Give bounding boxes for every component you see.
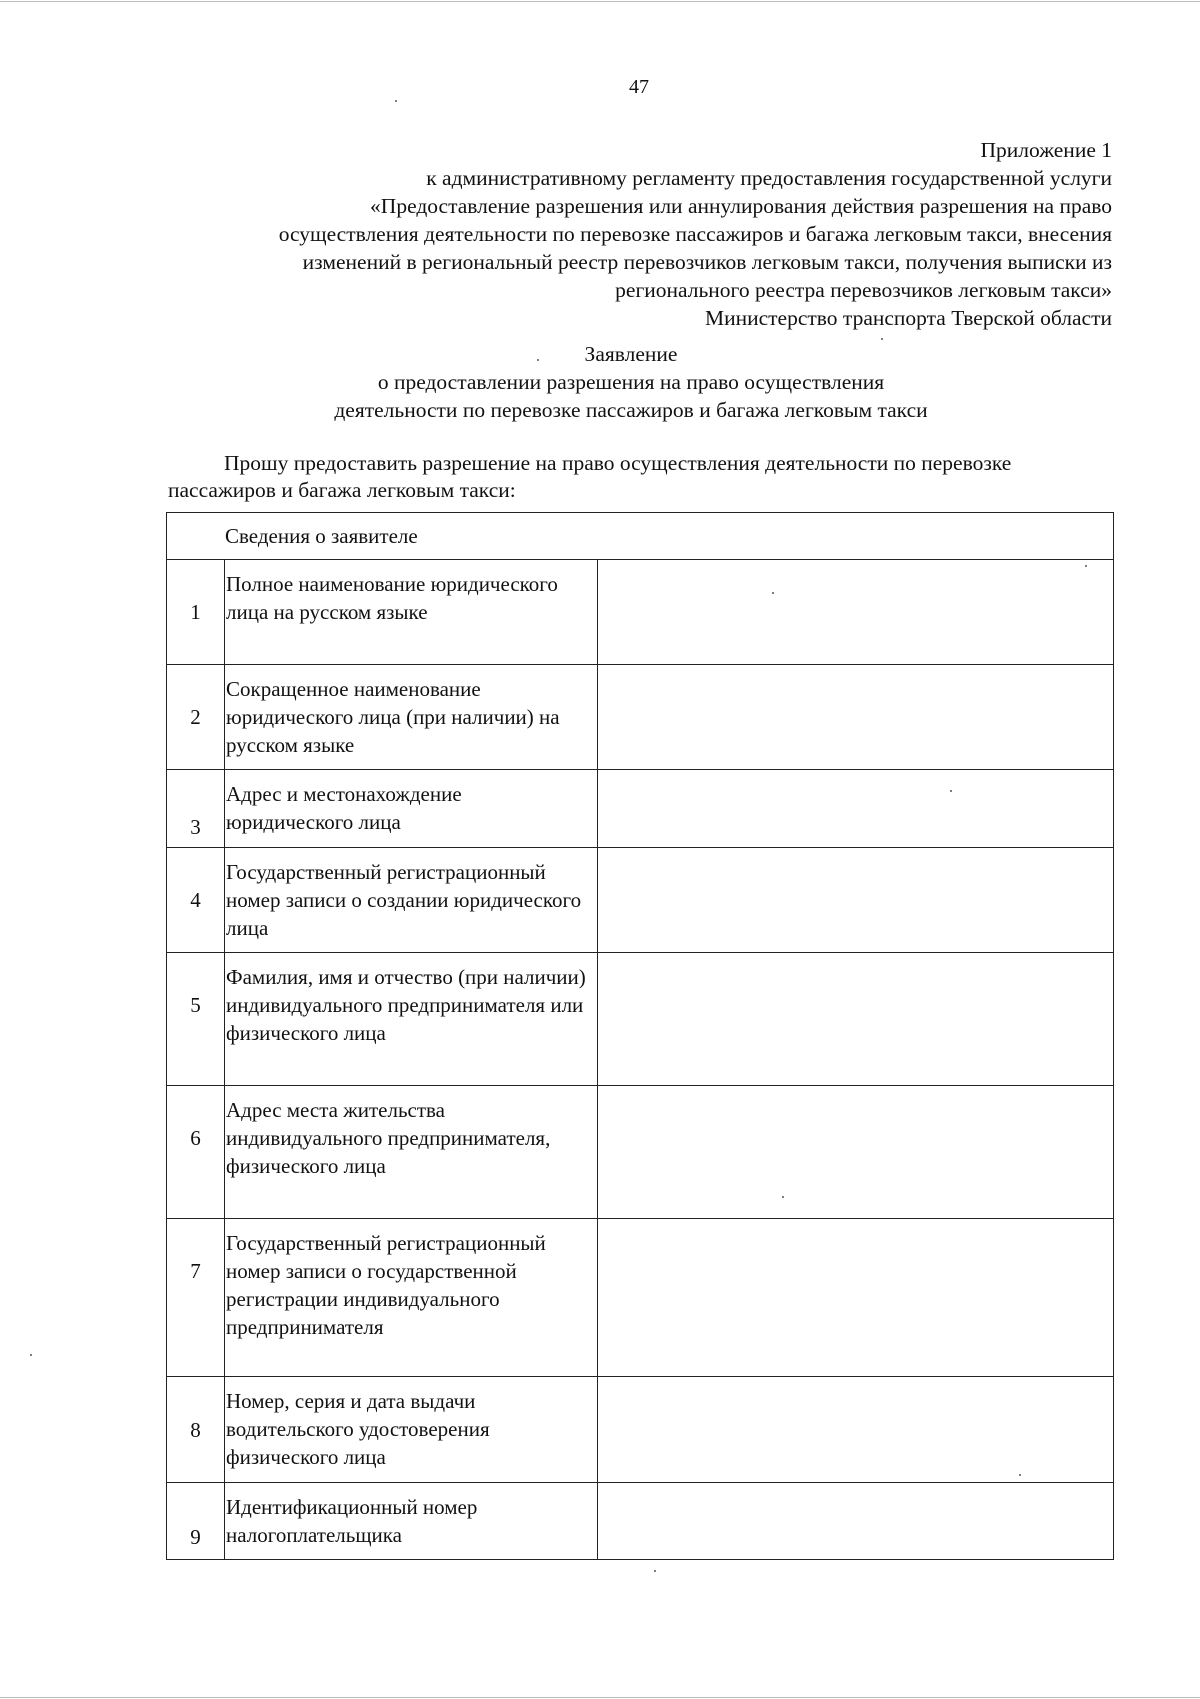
row-label: Адрес места жительства индивидуального предпринимателя, физического лица [225,1086,598,1219]
scan-speck [950,790,952,792]
row-value-field[interactable] [598,953,1114,1086]
row-label: Адрес и местонахождение юридического лица [225,770,598,848]
appendix-line: «Предоставление разрешения или аннулирования действия разрешения на право [370,194,1112,218]
scan-speck [881,338,883,340]
row-number: 3 [167,770,225,848]
table-row [167,1086,1114,1219]
row-number: 4 [167,848,225,953]
row-number: 2 [167,665,225,770]
row-number: 5 [167,953,225,1086]
document-subtitle-line: о предоставлении разрешения на право осуществления [377,370,885,394]
table-row [167,1219,1114,1377]
row-value-field[interactable] [598,1377,1114,1483]
table-row [167,665,1114,770]
appendix-line: регионального реестра перевозчиков легковым такси» [615,278,1112,302]
row-number: 8 [167,1377,225,1483]
row-number: 9 [167,1483,225,1560]
table-row [167,560,1114,665]
scan-speck [782,1196,784,1198]
document-title [150,340,1112,424]
row-value-field[interactable] [598,1086,1114,1219]
appendix-line: к административному регламенту предоставления государственной услуги [426,166,1112,190]
row-label: Государственный регистрационный номер записи о создании юридического лица [225,848,598,953]
document-subtitle-line: деятельности по перевозке пассажиров и багажа легковым такси [334,398,928,422]
row-label: Фамилия, имя и отчество (при наличии) индивидуального предпринимателя или физического лица [225,953,598,1086]
row-value-field[interactable] [598,665,1114,770]
scan-speck [772,592,774,594]
scan-speck [1085,565,1087,567]
row-label: Полное наименование юридического лица на русском языке [225,560,598,665]
scan-speck [1019,1474,1021,1476]
table-row [167,1377,1114,1483]
document-heading: Заявление [584,342,678,366]
appendix-line: изменений в региональный реестр перевозчиков легковым такси, получения выписки из [302,250,1112,274]
row-number: 1 [167,560,225,665]
row-label: Номер, серия и дата выдачи водительского удостоверения физического лица [225,1377,598,1483]
page-number: 47 [629,76,649,98]
applicant-info-table [166,512,1114,1560]
row-label: Сокращенное наименование юридического лица (при наличии) на русском языке [225,665,598,770]
row-label: Государственный регистрационный номер записи о государственной регистрации индивидуального предпринимателя [225,1219,598,1377]
scan-bottom-edge [0,1697,1200,1698]
scan-speck [395,100,397,102]
table-header-row [167,513,1114,560]
scan-speck [654,1570,656,1572]
scan-top-edge [0,1,1200,2]
table-row [167,953,1114,1086]
row-value-field[interactable] [598,1219,1114,1377]
row-number: 7 [167,1219,225,1377]
row-value-field[interactable] [598,560,1114,665]
request-paragraph: Прошу предоставить разрешение на право осуществления деятельности по перевозке пассажиров и багажа легковым такси: [168,451,1012,502]
row-label: Идентификационный номер налогоплательщика [225,1483,598,1560]
ministry-name: Министерство транспорта Тверской области [704,306,1112,330]
row-value-field[interactable] [598,1483,1114,1560]
scan-speck [30,1354,32,1356]
row-number: 6 [167,1086,225,1219]
table-row [167,770,1114,848]
table-row [167,1483,1114,1560]
scan-speck [537,359,539,361]
row-value-field[interactable] [598,770,1114,848]
appendix-title: Приложение 1 [980,138,1112,162]
table-row [167,848,1114,953]
appendix-line: осуществления деятельности по перевозке пассажиров и багажа легковым такси, внесения [278,222,1112,246]
row-value-field[interactable] [598,848,1114,953]
appendix-block [150,136,1112,332]
table-header: Сведения о заявителе [167,513,1114,560]
